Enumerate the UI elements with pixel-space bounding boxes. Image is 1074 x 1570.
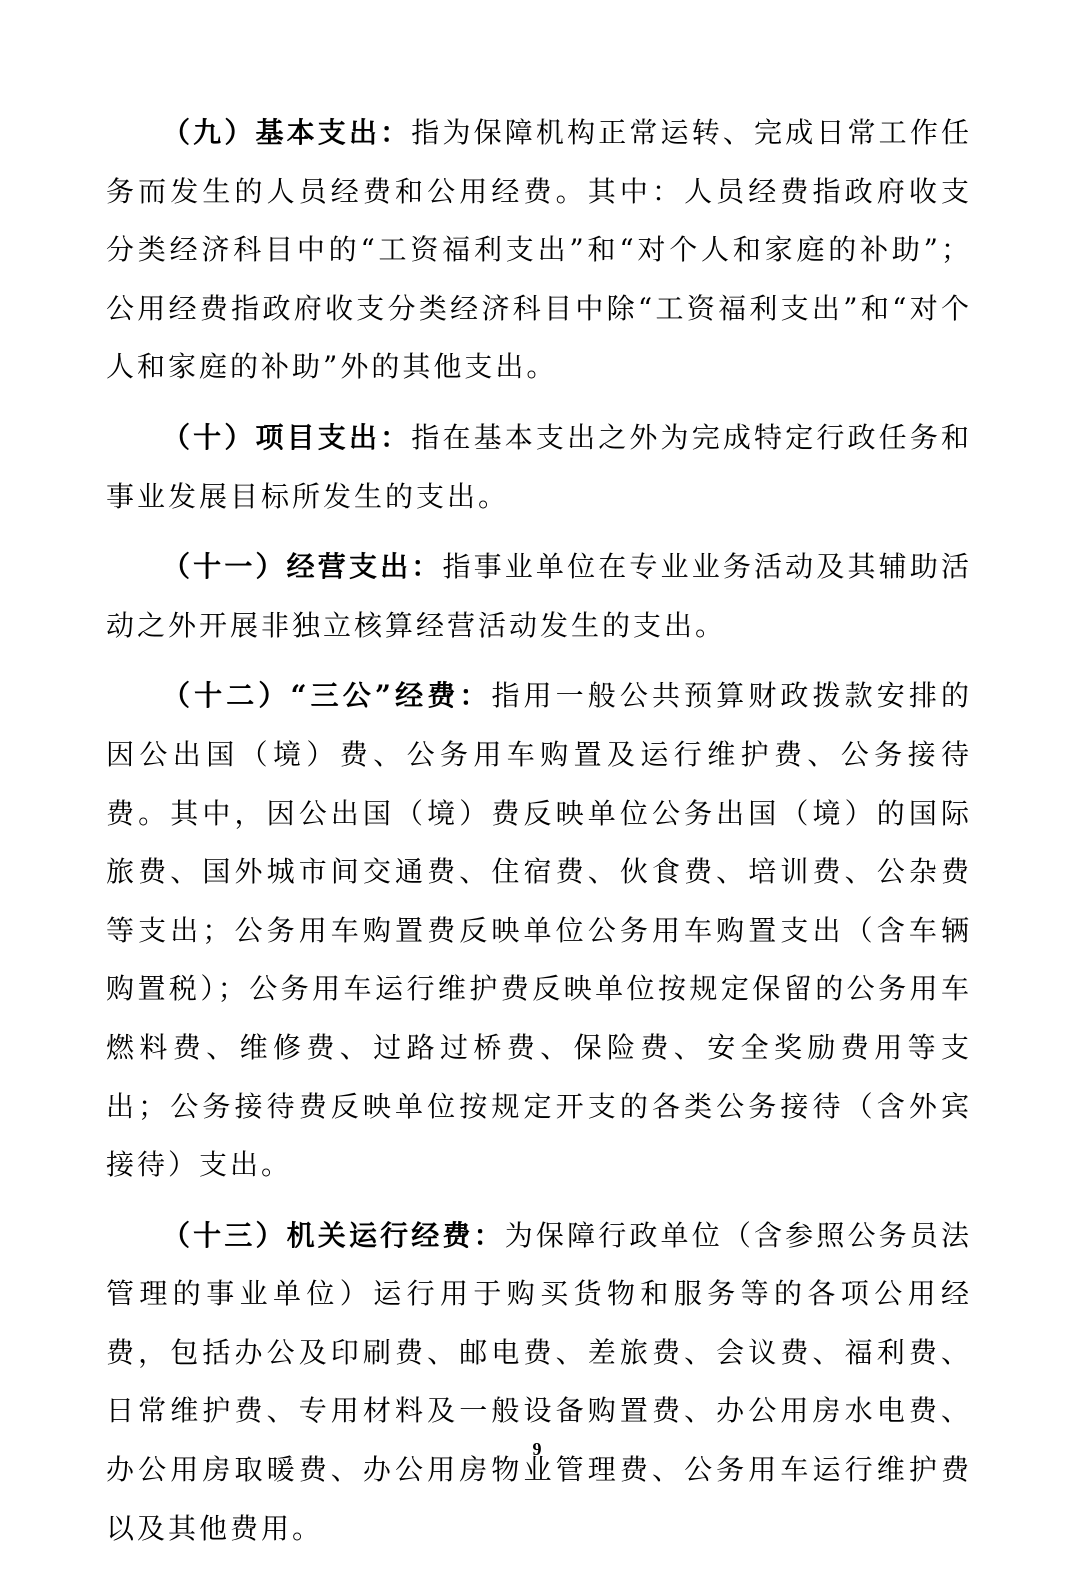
paragraph-heading: （十二）“三公”经费： [162,679,492,713]
paragraph-heading: （九）基本支出： [162,116,412,149]
paragraph-heading: （十三）机关运行经费： [162,1218,505,1252]
paragraph-text: 指事业单位在专业业务活动及其辅助活动之外开展非独立核算经营活动发生的支出。 [106,550,972,642]
paragraph-text: 指在基本支出之外为完成特定行政任务和事业发展目标所发生的支出。 [106,420,972,513]
paragraph-heading: （十）项目支出： [162,420,412,454]
paragraph-text: 指用一般公共预算财政拨款安排的因公出国（境）费、公务用车购置及运行维护费、公务接待费。其中，因公出国（境）费反映单位公务出国（境）的国际旅费、国外城市间交通费、住宿费、伙食费、培训费、公杂费等支出；公务用车购置费反映单位公务用车购置支出（含车辆购置税）；公务用车运行维护费反映单位按规定保留的公务用车燃料费、维修费、过路过桥费、保险费、安全奖励费用等支出；公务接待费反映单位按规定开支的各类公务接待（含外宾接待）支出。 [106,679,972,1182]
paragraph-text: 指为保障机构正常运转、完成日常工作任务而发生的人员经费和公用经费。其中：人员经费指政府收支分类经济科目中的“工资福利支出”和“对个人和家庭的补助”；公用经费指政府收支分类经济科目中除“工资福利支出”和“对个人和家庭的补助”外的其他支出。 [106,116,972,384]
page-number: 9 [532,1439,542,1459]
paragraph-project-expenditure [106,409,972,526]
paragraph-operating-expenditure [106,538,972,655]
paragraph-three-public-expenses [106,667,972,1194]
paragraph-text: 为保障行政单位（含参照公务员法管理的事业单位）运行用于购买货物和服务等的各项公用经费，包括办公及印刷费、邮电费、差旅费、会议费、福利费、日常维护费、专用材料及一般设备购置费、办公用房水电费、办公用房取暖费、办公用房物业管理费、公务用车运行维护费以及其他费用。 [106,1218,972,1545]
paragraph-heading: （十一）经营支出： [162,550,443,584]
document-body [106,104,972,1570]
paragraph-basic-expenditure [106,104,972,397]
paragraph-agency-operating-funds [106,1207,972,1559]
